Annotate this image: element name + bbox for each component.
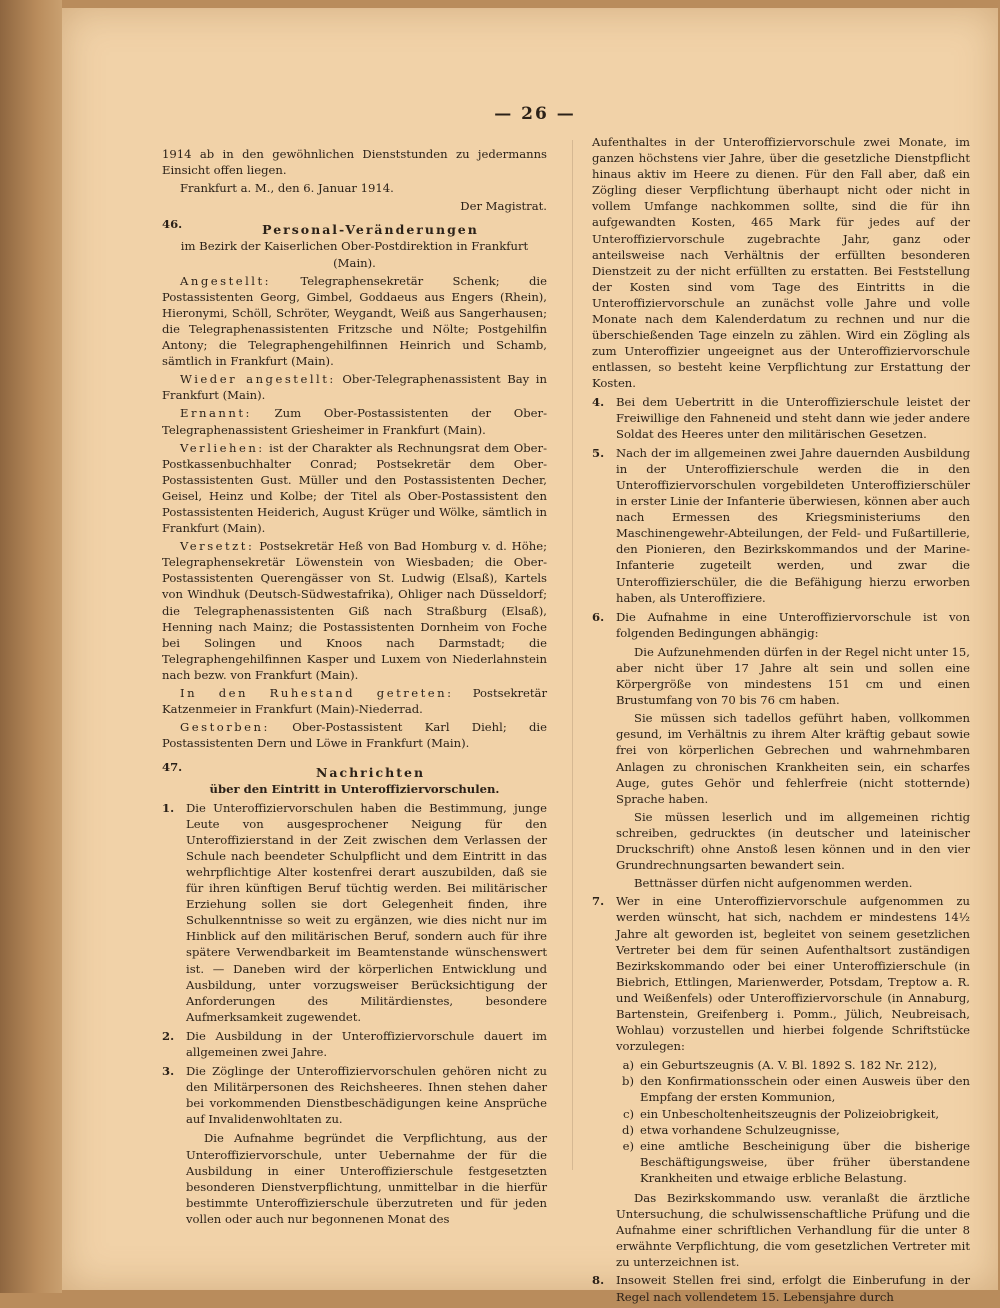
list-item: 8. Insoweit Stellen frei sind, erfolgt die Einberufung in der Regel nach vollendetem 15. Lebensjahre durch <box>592 1273 970 1304</box>
list-item: 2. Die Ausbildung in der Unteroffiziervorschule dauert im allgemeinen zwei Jahre. <box>162 1028 547 1059</box>
document-entry: a) ein Geburtszeugnis (A. V. Bl. 1892 S. 182 Nr. 212), <box>622 1058 938 1073</box>
list-item: 6. Die Aufnahme in eine Unteroffiziervorschule ist von folgenden Bedingungen abhängig: <box>592 609 970 640</box>
personnel-paragraph: Verliehen: ist der Charakter als Rechnungsrat dem Ober-Postkassenbuchhalter Conrad; Postsekretär dem Ober-Postassistenten Gust. Müller und den Postassistenten Decher, Geisel, Heinz und Kolbe; der Titel als Ober-Postassistent den Postassistenten Heiderich, August Krüger und Wölke, sämtlich in Frankfurt (Main). <box>162 440 547 536</box>
document-entry: e) eine amtliche Bescheinigung über die bisherige Beschäftigungsweise, über früher überstandene Krankheiten und etwaige erbliche Belastung. <box>622 1138 970 1185</box>
section-46-heading <box>162 216 547 238</box>
intro-text: 1914 ab in den gewöhnlichen Dienststunden zu jedermanns Einsicht offen liegen. <box>162 147 547 178</box>
column-divider <box>572 140 573 1170</box>
section-title: Nachrichten <box>315 765 426 781</box>
list-item: 4. Bei dem Uebertritt in die Unteroffizierschule leistet der Freiwillige den Fahneneid und steht dann wie jeder andere Soldat des Heeres unter den militärischen Gesetzen. <box>592 394 970 441</box>
section-number: 46. <box>162 217 183 232</box>
section-subtitle: über den Eintritt in Unteroffiziervorschulen. <box>209 782 500 797</box>
page-gutter <box>0 0 62 1293</box>
list-item: 1. Die Unteroffiziervorschulen haben die Bestimmung, junge Leute von ausgesprochener Neigung für den Unteroffizierstand in der Zeit zwischen dem Verlassen der Schule nach beendeter Schulpflicht und dem Eintritt in das wehrpflichtige Alter kostenfrei derart auszubilden, daß sie für ihren künftigen Beruf tüchtig werden. Bei militärischer Erziehung sollen sie dort Gelegenheit finden, ihre Schulkenntnisse so weit zu ergänzen, wie dies nicht nur im Hinblick auf den militärischen Beruf, sondern auch für ihre spätere Verwendbarkeit im Beamtenstande wünschenswert ist. — Daneben wird der körperlichen Entwicklung und Ausbildung, unter vorzugsweiser Berücksichtigung der Anforderungen des Militärdienstes, besondere Aufmerksamkeit zugewendet. <box>162 800 547 1024</box>
section-47-heading <box>162 759 547 781</box>
signature: Der Magistrat. <box>460 199 547 214</box>
list-item: 7. Wer in eine Unteroffiziervorschule aufgenommen zu werden wünscht, hat sich, nachdem er mindestens 14½ Jahre alt geworden ist, begleitet von seinem gesetzlichen Vertreter bei dem für seinen Aufenthaltsort zuständigen Bezirkskommando oder bei einer Unteroffizierschule (in Biebrich, Ettlingen, Marienwerder, Potsdam, Treptow a. R. und Weißenfels) oder Unteroffiziervorschule (in Annaburg, Bartenstein, Greifenberg i. Pomm., Jülich, Neubreisach, Wohlau) vorzustellen und hierbei folgende Schriftstücke vorzulegen: <box>592 894 970 1054</box>
continued-text: Aufenthaltes in der Unteroffiziervorschule zwei Monate, im ganzen höchstens vier Jahre, über die gesetzliche Dienstpflicht hinaus aktiv im Heere zu dienen. Für den Fall aber, daß ein Zögling dieser Verpflichtung überhaupt nicht oder nicht in vollem Umfange nachkommen sollte, sind die für ihn aufgewandten Kosten, 465 Mark für jedes auf der Unteroffiziervorschule zugebrachte Jahr, ganz oder anteilsweise nach Verhältnis der erfüllten besonderen Dienstzeit zu der nicht erfüllten zu erstatten. Bei Feststellung der Kosten sind vom Tage des Eintritts in die Unteroffiziervorschule an zunächst volle Jahre und volle Monate nach dem Kalenderdatum zu rechnen und nur die überschießenden Tage einzeln zu zählen. Wird ein Zögling als zum Unteroffizier ungeeignet aus der Unteroffiziervorschule entlassen, so besteht keine Verpflichtung zur Erstattung der Kosten. <box>592 135 970 391</box>
document-entry: b) den Konfirmationsschein oder einen Ausweis über den Empfang der ersten Kommunion, <box>622 1074 970 1105</box>
personnel-paragraph: Versetzt: Postsekretär Heß von Bad Homburg v. d. Höhe; Telegraphensekretär Löwenstein von Wiesbaden; die Ober-Postassistenten Querengässer von St. Ludwig (Elsaß), Kartels von Windhuk (Deutsch-Südwestafrika), Ohliger nach Düsseldorf; die Telegraphenassistenten Giß nach Straßburg (Elsaß), Henning nach Mainz; die Postassistenten Dornheim von Foche bei Solingen und Knoos nach Darmstadt; die Telegraphengehilfinnen Kasper und Luxem von Niederlahnstein nach bezw. von Frankfurt (Main). <box>162 539 547 682</box>
right-column <box>592 134 970 1308</box>
item-7-after: Das Bezirkskommando usw. veranlaßt die ärztliche Untersuchung, die schulwissenschaftliche Prüfung und die Aufnahme einer schriftlichen Verhandlung für die unter 8 erwähnte Verpflichtung, die vom gesetzlichen Vertreter mit zu unterzeichnen ist. <box>616 1191 970 1270</box>
item-6-conditions: Die Aufzunehmenden dürfen in der Regel nicht unter 15, aber nicht über 17 Jahre alt sein und sollen eine Körpergröße von mindestens 151 cm und einen Brustumfang von 70 bis 76 cm haben. Sie müssen sich tadellos geführt haben, vollkommen gesund, im Verhältnis zu ihrem Alter kräftig gebaut sowie frei von körperlichen Gebrechen und wahrnehmbaren Anlagen zu chronischen Krankheiten sein, ein scharfes Auge, gutes Gehör und fehlerfreie (nicht stotternde) Sprache haben. Sie müssen leserlich und im allgemeinen richtig schreiben, gedrucktes (in deutscher und lateinischer Druckschrift) ohne Anstoß lesen können und in den vier Grundrechnungsarten bewandert sein. Bettnässer dürfen nicht aufgenommen werden. <box>616 644 970 891</box>
date-line: Frankfurt a. M., den 6. Januar 1914. <box>180 181 394 196</box>
section-title: Personal-Veränderungen <box>262 222 479 238</box>
personnel-paragraph: Gestorben: Ober-Postassistent Karl Diehl; die Postassistenten Dern und Löwe in Frankfurt (Main). <box>162 720 547 751</box>
list-item: 5. Nach der im allgemeinen zwei Jahre dauernden Ausbildung in der Unteroffizierschule werden die in den Unteroffiziervorschulen vorgebildeten Unteroffizierschüler in erster Linie der Infanterie überwiesen, können aber auch nach Ermessen des Kriegsministeriums den Maschinengewehr-Abteilungen, der Feld- und Fußartillerie, den Pionieren, den Bezirkskommandos und der Marine-Infanterie zugeteilt werden, und zwar die Unteroffizierschüler, die die Befähigung hierzu erworben haben, als Unteroffiziere. <box>592 445 970 605</box>
documents-list <box>616 1057 970 1186</box>
page-number: — 26 — <box>494 104 576 124</box>
personnel-paragraph: In den Ruhestand getreten: Postsekretär Katzenmeier in Frankfurt (Main)-Niederrad. <box>162 686 547 717</box>
section-number: 47. <box>162 760 183 775</box>
document-entry: c) ein Unbescholtenheitszeugnis der Polizeiobrigkeit, <box>622 1106 940 1121</box>
left-column <box>162 146 547 1229</box>
personnel-paragraph: Wieder angestellt: Ober-Telegraphenassistent Bay in Frankfurt (Main). <box>162 372 547 403</box>
list-item: 3. Die Zöglinge der Unteroffiziervorschulen gehören nicht zu den Militärpersonen des Reichsheeres. Ihnen stehen daher bei vorkommenden Dienstbeschädigungen keine Ansprüche auf Invalidenwohltaten zu. <box>162 1064 547 1127</box>
personnel-paragraph: Ernannt: Zum Ober-Postassistenten der Ober-Telegraphenassistent Griesheimer in Frankfurt (Main). <box>162 406 547 437</box>
personnel-paragraph: Angestellt: Telegraphensekretär Schenk; die Postassistenten Georg, Gimbel, Goddaeus aus Engers (Rhein), Hieronymi, Schöll, Schröter, Weygandt, Weiß aus Sangerhausen; die Telegraphenassistenten Fritzsche und Nölte; Postgehilfin Antony; die Telegraphengehilfinnen Heinrich und Schamb, sämtlich in Frankfurt (Main). <box>162 273 548 369</box>
item-3-continuation: Die Aufnahme begründet die Verpflichtung, aus der Unteroffiziervorschule, unter Uebernahme der für die Ausbildung in einer Unteroffizierschule festgesetzten besonderen Dienstverpflichtung, unmittelbar in die hierfür bestimmte Unteroffizierschule überzutreten und für jeden vollen oder auch nur begonnenen Monat des <box>186 1131 547 1226</box>
section-subtitle: im Bezirk der Kaiserlichen Ober-Postdirektion in Frankfurt (Main). <box>180 239 529 270</box>
document-entry: d) etwa vorhandene Schulzeugnisse, <box>622 1122 840 1137</box>
